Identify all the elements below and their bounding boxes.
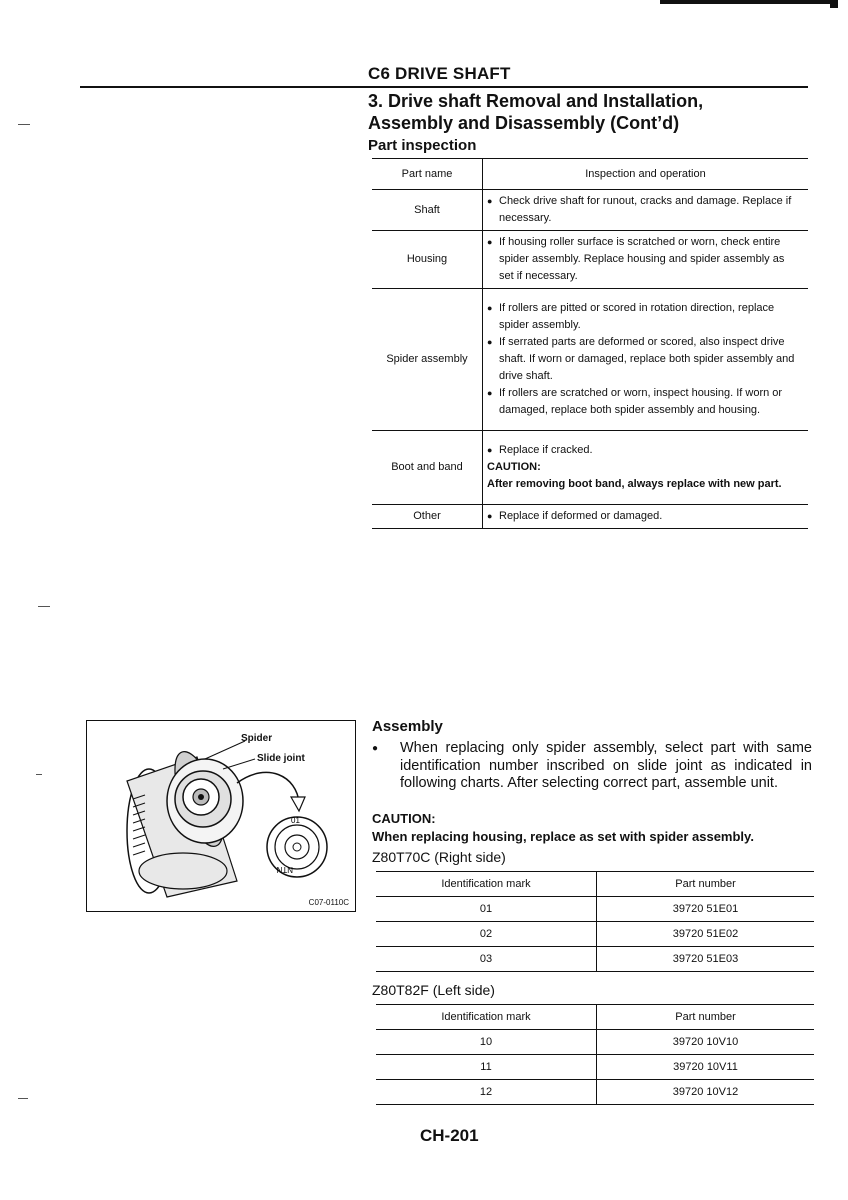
- table-row: [372, 289, 808, 431]
- col-header-id-mark: Identification mark: [376, 1005, 597, 1030]
- id-mark-cell: 10: [376, 1030, 597, 1055]
- inspection-cell: [483, 190, 809, 231]
- part-number-cell: 39720 10V11: [597, 1055, 815, 1080]
- margin-mark: [36, 774, 42, 775]
- inspection-cell: [483, 431, 809, 505]
- table-row: [372, 190, 808, 231]
- id-mark-text: 01: [291, 816, 300, 825]
- top-rule: [660, 0, 838, 4]
- bullet-item: ● Replace if deformed or damaged.: [487, 508, 802, 525]
- label-slide-joint: Slide joint: [257, 753, 305, 764]
- part-name-cell: Housing: [372, 231, 483, 289]
- col-header-part-number: Part number: [597, 872, 815, 897]
- col-header-inspection: Inspection and operation: [483, 159, 809, 190]
- assembly-bullet: [372, 740, 812, 793]
- caution-text: After removing boot band, always replace with new part.: [487, 478, 782, 490]
- bullet-icon: ●: [487, 445, 493, 455]
- bullet-icon: ●: [487, 511, 493, 521]
- inspection-cell: [483, 289, 809, 431]
- margin-mark: [18, 124, 30, 125]
- page-heading: [368, 90, 703, 134]
- table-row: [372, 505, 808, 529]
- margin-mark: [38, 606, 50, 607]
- bullet-icon: ●: [487, 196, 493, 206]
- margin-mark: [18, 1098, 28, 1099]
- bullet-icon: ●: [487, 337, 493, 347]
- part-name-cell: Spider assembly: [372, 289, 483, 431]
- table-header-row: [376, 872, 814, 897]
- bullet-item: ● If rollers are pitted or scored in rotation direction, replace spider assembly.: [487, 302, 775, 331]
- page-number: CH-201: [420, 1126, 479, 1145]
- part-inspection-table: [372, 158, 808, 529]
- part-name-cell: Other: [372, 505, 483, 529]
- col-header-part-name: Part name: [372, 159, 483, 190]
- right-side-chart-title: Z80T70C (Right side): [372, 849, 506, 865]
- ntn-mark-text: NTN: [276, 865, 293, 874]
- part-number-cell: 39720 51E01: [597, 897, 815, 922]
- table-row: [372, 431, 808, 505]
- figure-code: C07-0110C: [308, 898, 349, 907]
- id-mark-cell: 02: [376, 922, 597, 947]
- caution-label: CAUTION:: [487, 461, 541, 473]
- heading-line-1: 3. Drive shaft Removal and Installation,: [368, 91, 704, 111]
- table-row: [376, 947, 814, 972]
- section-title: C6 DRIVE SHAFT: [368, 64, 511, 83]
- assembly-caution-label: CAUTION:: [372, 811, 436, 826]
- bullet-item: ● If serrated parts are deformed or scored, also inspect drive shaft. If worn or damaged, replace both spider assembly and drive shaft.: [487, 336, 795, 382]
- part-number-cell: 39720 10V12: [597, 1080, 815, 1105]
- id-mark-cell: 01: [376, 897, 597, 922]
- table-header-row: [372, 159, 808, 190]
- assembly-title: Assembly: [372, 718, 443, 735]
- assembly-text: When replacing only spider assembly, select part with same identification number inscribed on slide joint as indicated in following charts. After selecting correct part, assemble unit.: [400, 740, 812, 791]
- bullet-icon: ●: [487, 303, 493, 313]
- table-header-row: [376, 1005, 814, 1030]
- bullet-item: ● Check drive shaft for runout, cracks and damage. Replace if necessary.: [487, 195, 792, 224]
- id-mark-cell: 03: [376, 947, 597, 972]
- inspection-cell: [483, 505, 809, 529]
- bullet-item: ● Replace if cracked.: [487, 442, 802, 459]
- bullet-item: ● If housing roller surface is scratched or worn, check entire spider assembly. Replace housing and spider assembly as set if necessary.: [487, 236, 785, 282]
- part-number-cell: 39720 51E03: [597, 947, 815, 972]
- col-header-id-mark: Identification mark: [376, 872, 597, 897]
- bullet-icon: ●: [487, 388, 493, 398]
- slide-joint-figure: [86, 720, 356, 912]
- table-row: [376, 1080, 814, 1105]
- label-spider: Spider: [241, 733, 273, 744]
- bullet-icon: ●: [372, 743, 379, 754]
- table-row: [376, 1055, 814, 1080]
- table-row: [376, 1030, 814, 1055]
- bullet-icon: ●: [487, 237, 493, 247]
- id-mark-cell: 12: [376, 1080, 597, 1105]
- right-side-id-table: [376, 871, 814, 972]
- part-name-cell: Boot and band: [372, 431, 483, 505]
- assembly-caution-text: When replacing housing, replace as set with spider assembly.: [372, 829, 754, 844]
- part-number-cell: 39720 51E02: [597, 922, 815, 947]
- table-row: [376, 897, 814, 922]
- top-corner-mark: [830, 0, 838, 8]
- part-inspection-title: Part inspection: [368, 137, 477, 154]
- bullet-item: ● If rollers are scratched or worn, inspect housing. If worn or damaged, replace both spider assembly and housing.: [487, 387, 783, 416]
- col-header-part-number: Part number: [597, 1005, 815, 1030]
- id-mark-cell: 11: [376, 1055, 597, 1080]
- left-side-id-table: [376, 1004, 814, 1105]
- table-row: [372, 231, 808, 289]
- part-number-cell: 39720 10V10: [597, 1030, 815, 1055]
- section-rule: [80, 86, 808, 88]
- left-side-chart-title: Z80T82F (Left side): [372, 982, 495, 998]
- spider-slide-joint-illustration: [87, 721, 355, 911]
- part-name-cell: Shaft: [372, 190, 483, 231]
- heading-line-2: Assembly and Disassembly (Cont’d): [368, 113, 680, 133]
- inspection-cell: [483, 231, 809, 289]
- table-row: [376, 922, 814, 947]
